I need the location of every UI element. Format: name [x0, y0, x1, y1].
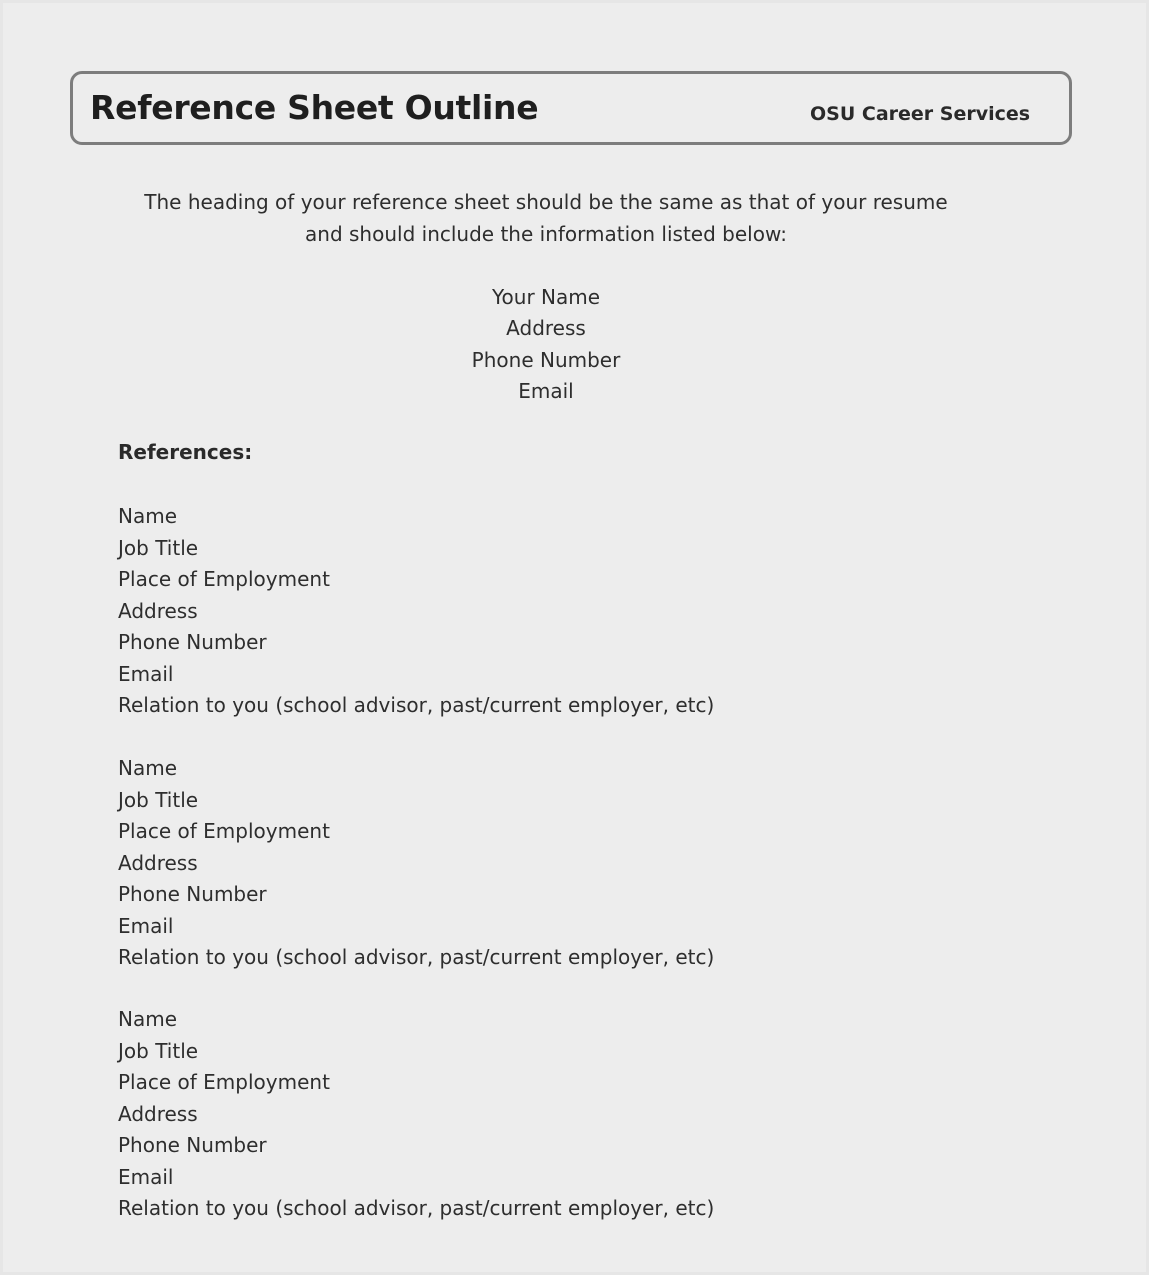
intro-line-2: and should include the information listed below:: [305, 222, 787, 246]
reference-email: Email: [118, 913, 174, 938]
reference-job-title: Job Title: [118, 535, 199, 560]
reference-phone: Phone Number: [118, 1133, 267, 1157]
reference-block-2: [118, 753, 714, 974]
reference-address: Address: [118, 850, 198, 875]
references-heading: References:: [118, 440, 253, 464]
reference-relation: Relation to you (school advisor, past/current employer, etc): [118, 1196, 715, 1220]
reference-relation: Relation to you (school advisor, past/current employer, etc): [118, 693, 715, 717]
reference-place: Place of Employment: [118, 1070, 330, 1094]
heading-field-list: [446, 282, 646, 407]
document-title: Reference Sheet Outline: [90, 88, 539, 127]
heading-field-email: Email: [518, 378, 574, 403]
reference-phone: Phone Number: [118, 630, 267, 654]
reference-relation: Relation to you (school advisor, past/current employer, etc): [118, 945, 715, 969]
reference-name: Name: [118, 504, 178, 528]
reference-name: Name: [118, 756, 178, 780]
reference-phone: Phone Number: [118, 882, 267, 906]
heading-field-address: Address: [506, 316, 586, 341]
heading-field-phone: Phone Number: [471, 347, 621, 372]
reference-name: Name: [118, 1007, 178, 1031]
reference-email: Email: [118, 1164, 174, 1189]
reference-place: Place of Employment: [118, 567, 330, 591]
heading-field-name: Your Name: [491, 285, 601, 309]
intro-line-1: The heading of your reference sheet should be the same as that of your resume: [144, 190, 948, 214]
reference-address: Address: [118, 598, 198, 623]
reference-address: Address: [118, 1101, 198, 1126]
reference-place: Place of Employment: [118, 819, 330, 843]
reference-job-title: Job Title: [118, 787, 199, 812]
reference-block-1: [118, 501, 714, 722]
reference-email: Email: [118, 661, 174, 686]
reference-job-title: Job Title: [118, 1038, 199, 1063]
organization-name: OSU Career Services: [810, 103, 1031, 125]
reference-block-3: [118, 1004, 714, 1225]
intro-paragraph: [100, 186, 992, 250]
